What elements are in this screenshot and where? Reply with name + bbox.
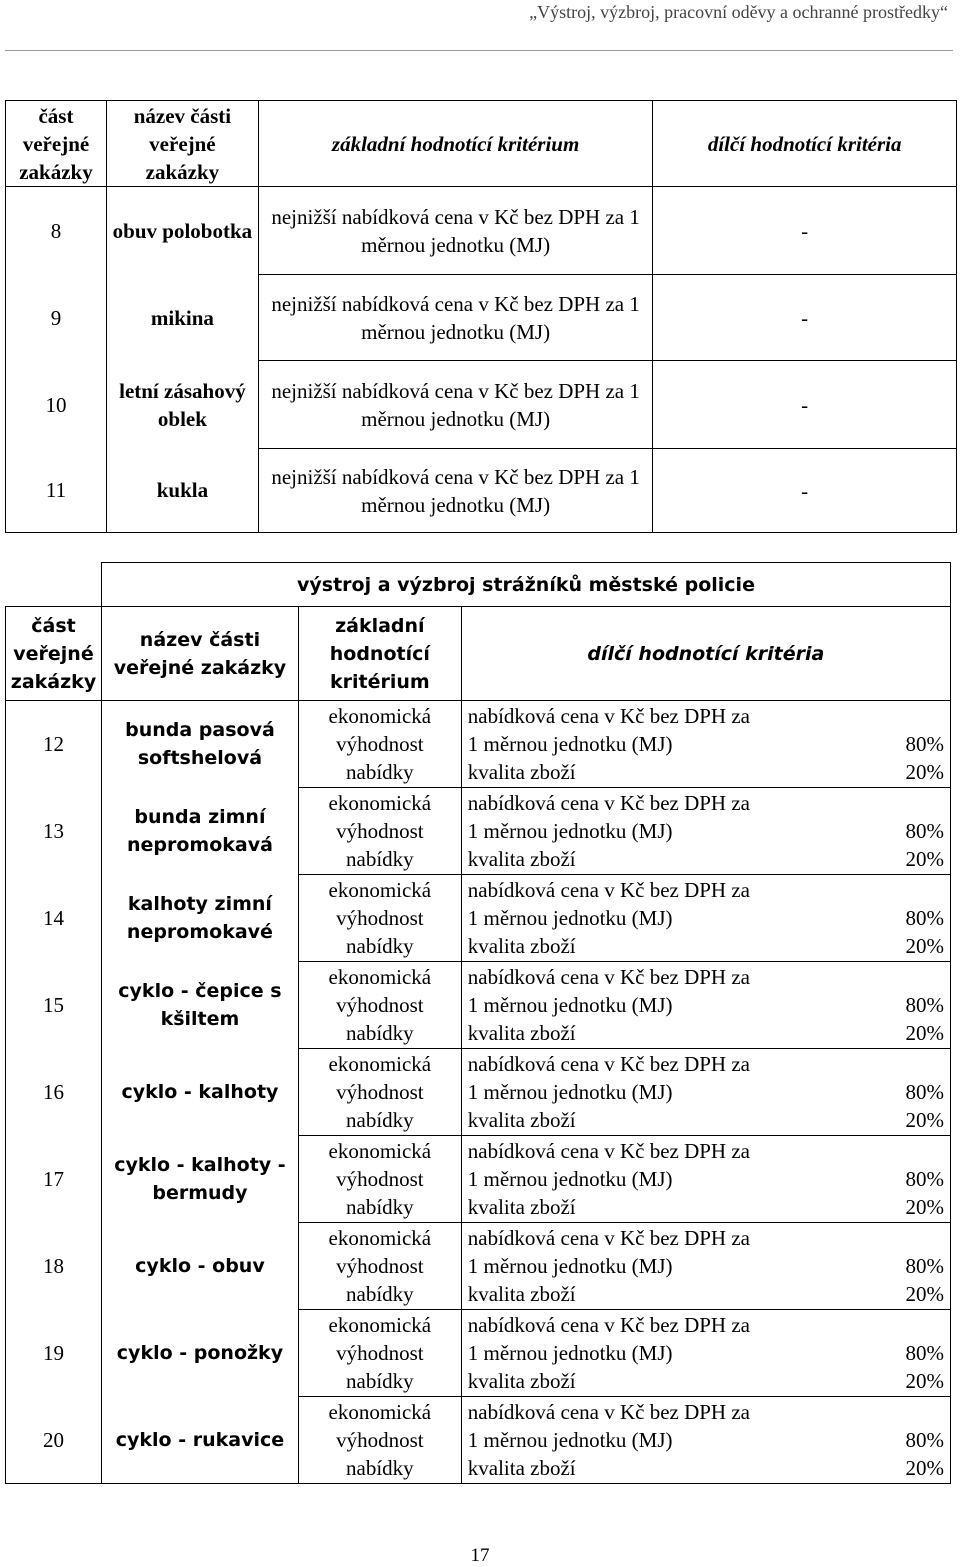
- basic-criterion: nejnižší nabídková cena v Kč bez DPH za 1 měrnou jednotku (MJ): [258, 275, 652, 361]
- criterion-quality-weight: 20%: [905, 1021, 944, 1045]
- table-row: [6, 788, 951, 875]
- part-name: kukla: [106, 449, 258, 533]
- criterion-unit-label: 1 měrnou jednotku (MJ): [467, 1167, 673, 1191]
- part-number: 9: [6, 275, 107, 361]
- table-row: [6, 1223, 951, 1310]
- criterion-quality-label: kvalita zboží: [467, 760, 576, 784]
- partial-criteria: -: [653, 275, 957, 361]
- col-header-part: část veřejné zakázky: [6, 101, 107, 187]
- criterion-unit-label: 1 měrnou jednotku (MJ): [467, 1080, 673, 1104]
- table-row: [6, 187, 957, 275]
- part-number: 15: [6, 962, 102, 1049]
- criterion-price-weight: 80%: [905, 1080, 944, 1104]
- basic-criterion: nejnižší nabídková cena v Kč bez DPH za 1 měrnou jednotku (MJ): [258, 449, 652, 533]
- col-header-basic-criterion: základní hodnotící kritérium: [298, 607, 461, 701]
- part-name: cyklo - ponožky: [101, 1310, 298, 1397]
- basic-criterion: ekonomická výhodnost nabídky: [298, 701, 461, 788]
- criterion-price-weight: 80%: [905, 906, 944, 930]
- criterion-price-label: nabídková cena v Kč bez DPH za: [467, 1313, 750, 1337]
- table-row: [6, 701, 951, 788]
- criteria-table-1: [5, 100, 957, 533]
- partial-criteria: -: [653, 187, 957, 275]
- table-row: [6, 1397, 951, 1484]
- part-name: cyklo - kalhoty - bermudy: [101, 1136, 298, 1223]
- criterion-unit-label: 1 měrnou jednotku (MJ): [467, 1341, 673, 1365]
- basic-criterion: ekonomická výhodnost nabídky: [298, 1310, 461, 1397]
- partial-criteria: [461, 875, 950, 962]
- basic-criterion: ekonomická výhodnost nabídky: [298, 1136, 461, 1223]
- part-number: 11: [6, 449, 107, 533]
- table-row: [6, 1049, 951, 1136]
- col-header-basic-criterion: základní hodnotící kritérium: [258, 101, 652, 187]
- partial-criteria: [461, 1397, 950, 1484]
- part-number: 13: [6, 788, 102, 875]
- criterion-quality-label: kvalita zboží: [467, 1456, 576, 1480]
- table2-title-row: [6, 563, 951, 607]
- criterion-price-label: nabídková cena v Kč bez DPH za: [467, 1400, 750, 1424]
- basic-criterion: ekonomická výhodnost nabídky: [298, 962, 461, 1049]
- criterion-price-label: nabídková cena v Kč bez DPH za: [467, 791, 750, 815]
- partial-criteria: [461, 1136, 950, 1223]
- part-number: 10: [6, 361, 107, 449]
- criterion-quality-label: kvalita zboží: [467, 1021, 576, 1045]
- criterion-quality-label: kvalita zboží: [467, 1369, 576, 1393]
- criterion-quality-weight: 20%: [905, 760, 944, 784]
- col-header-name: název části veřejné zakázky: [106, 101, 258, 187]
- criterion-quality-weight: 20%: [905, 1195, 944, 1219]
- criterion-price-weight: 80%: [905, 819, 944, 843]
- criterion-unit-label: 1 měrnou jednotku (MJ): [467, 732, 673, 756]
- table2-header-row: [6, 607, 951, 701]
- table-row: [6, 1310, 951, 1397]
- criterion-price-weight: 80%: [905, 1167, 944, 1191]
- table-row: [6, 361, 957, 449]
- header-rule: [5, 50, 953, 51]
- criterion-price-label: nabídková cena v Kč bez DPH za: [467, 704, 750, 728]
- running-header: „Výstroj, výzbroj, pracovní oděvy a ochranné prostředky“: [529, 2, 948, 22]
- basic-criterion: nejnižší nabídková cena v Kč bez DPH za 1 měrnou jednotku (MJ): [258, 361, 652, 449]
- table-row: [6, 275, 957, 361]
- partial-criteria: [461, 701, 950, 788]
- criterion-quality-weight: 20%: [905, 1282, 944, 1306]
- criterion-price-weight: 80%: [905, 1254, 944, 1278]
- criterion-price-label: nabídková cena v Kč bez DPH za: [467, 878, 750, 902]
- table-row: [6, 962, 951, 1049]
- criterion-unit-label: 1 měrnou jednotku (MJ): [467, 1254, 673, 1278]
- criterion-unit-label: 1 měrnou jednotku (MJ): [467, 906, 673, 930]
- part-name: obuv polobotka: [106, 187, 258, 275]
- partial-criteria: [461, 1223, 950, 1310]
- part-number: 19: [6, 1310, 102, 1397]
- partial-criteria: -: [653, 361, 957, 449]
- criterion-price-label: nabídková cena v Kč bez DPH za: [467, 1052, 750, 1076]
- criterion-price-label: nabídková cena v Kč bez DPH za: [467, 1226, 750, 1250]
- criterion-unit-label: 1 měrnou jednotku (MJ): [467, 819, 673, 843]
- basic-criterion: ekonomická výhodnost nabídky: [298, 1049, 461, 1136]
- part-name: bunda pasová softshelová: [101, 701, 298, 788]
- part-name: cyklo - kalhoty: [101, 1049, 298, 1136]
- partial-criteria: [461, 962, 950, 1049]
- criterion-quality-weight: 20%: [905, 934, 944, 958]
- criterion-quality-label: kvalita zboží: [467, 847, 576, 871]
- part-number: 16: [6, 1049, 102, 1136]
- criterion-quality-label: kvalita zboží: [467, 934, 576, 958]
- criterion-quality-weight: 20%: [905, 1369, 944, 1393]
- part-number: 14: [6, 875, 102, 962]
- table-title: výstroj a výzbroj strážníků městské policie: [101, 563, 950, 607]
- part-name: cyklo - rukavice: [101, 1397, 298, 1484]
- table-row: [6, 875, 951, 962]
- col-header-partial-criteria: dílčí hodnotící kritéria: [461, 607, 950, 701]
- criterion-price-weight: 80%: [905, 1341, 944, 1365]
- criterion-quality-label: kvalita zboží: [467, 1195, 576, 1219]
- criterion-quality-weight: 20%: [905, 1108, 944, 1132]
- table-row: [6, 1136, 951, 1223]
- part-name: letní zásahový oblek: [106, 361, 258, 449]
- part-number: 12: [6, 701, 102, 788]
- basic-criterion: ekonomická výhodnost nabídky: [298, 1223, 461, 1310]
- part-number: 17: [6, 1136, 102, 1223]
- criteria-table-2: [5, 562, 951, 1484]
- part-name: mikina: [106, 275, 258, 361]
- part-name: bunda zimní nepromokavá: [101, 788, 298, 875]
- partial-criteria: [461, 788, 950, 875]
- criterion-price-weight: 80%: [905, 993, 944, 1017]
- criterion-price-label: nabídková cena v Kč bez DPH za: [467, 1139, 750, 1163]
- basic-criterion: ekonomická výhodnost nabídky: [298, 788, 461, 875]
- basic-criterion: ekonomická výhodnost nabídky: [298, 875, 461, 962]
- criterion-quality-weight: 20%: [905, 847, 944, 871]
- partial-criteria: [461, 1049, 950, 1136]
- col-header-part: část veřejné zakázky: [6, 607, 102, 701]
- col-header-name: název části veřejné zakázky: [101, 607, 298, 701]
- part-name: kalhoty zimní nepromokavé: [101, 875, 298, 962]
- criterion-quality-weight: 20%: [905, 1456, 944, 1480]
- criterion-price-label: nabídková cena v Kč bez DPH za: [467, 965, 750, 989]
- part-number: 8: [6, 187, 107, 275]
- criterion-quality-label: kvalita zboží: [467, 1108, 576, 1132]
- criterion-price-weight: 80%: [905, 1428, 944, 1452]
- criterion-quality-label: kvalita zboží: [467, 1282, 576, 1306]
- table-row: [6, 449, 957, 533]
- part-number: 20: [6, 1397, 102, 1484]
- part-name: cyklo - obuv: [101, 1223, 298, 1310]
- table1-header-row: [6, 101, 957, 187]
- criterion-unit-label: 1 měrnou jednotku (MJ): [467, 1428, 673, 1452]
- partial-criteria: [461, 1310, 950, 1397]
- partial-criteria: -: [653, 449, 957, 533]
- criterion-price-weight: 80%: [905, 732, 944, 756]
- page-number: 17: [470, 1545, 490, 1566]
- col-header-partial-criteria: dílčí hodnotící kritéria: [653, 101, 957, 187]
- part-number: 18: [6, 1223, 102, 1310]
- part-name: cyklo - čepice s kšiltem: [101, 962, 298, 1049]
- basic-criterion: ekonomická výhodnost nabídky: [298, 1397, 461, 1484]
- basic-criterion: nejnižší nabídková cena v Kč bez DPH za 1 měrnou jednotku (MJ): [258, 187, 652, 275]
- criterion-unit-label: 1 měrnou jednotku (MJ): [467, 993, 673, 1017]
